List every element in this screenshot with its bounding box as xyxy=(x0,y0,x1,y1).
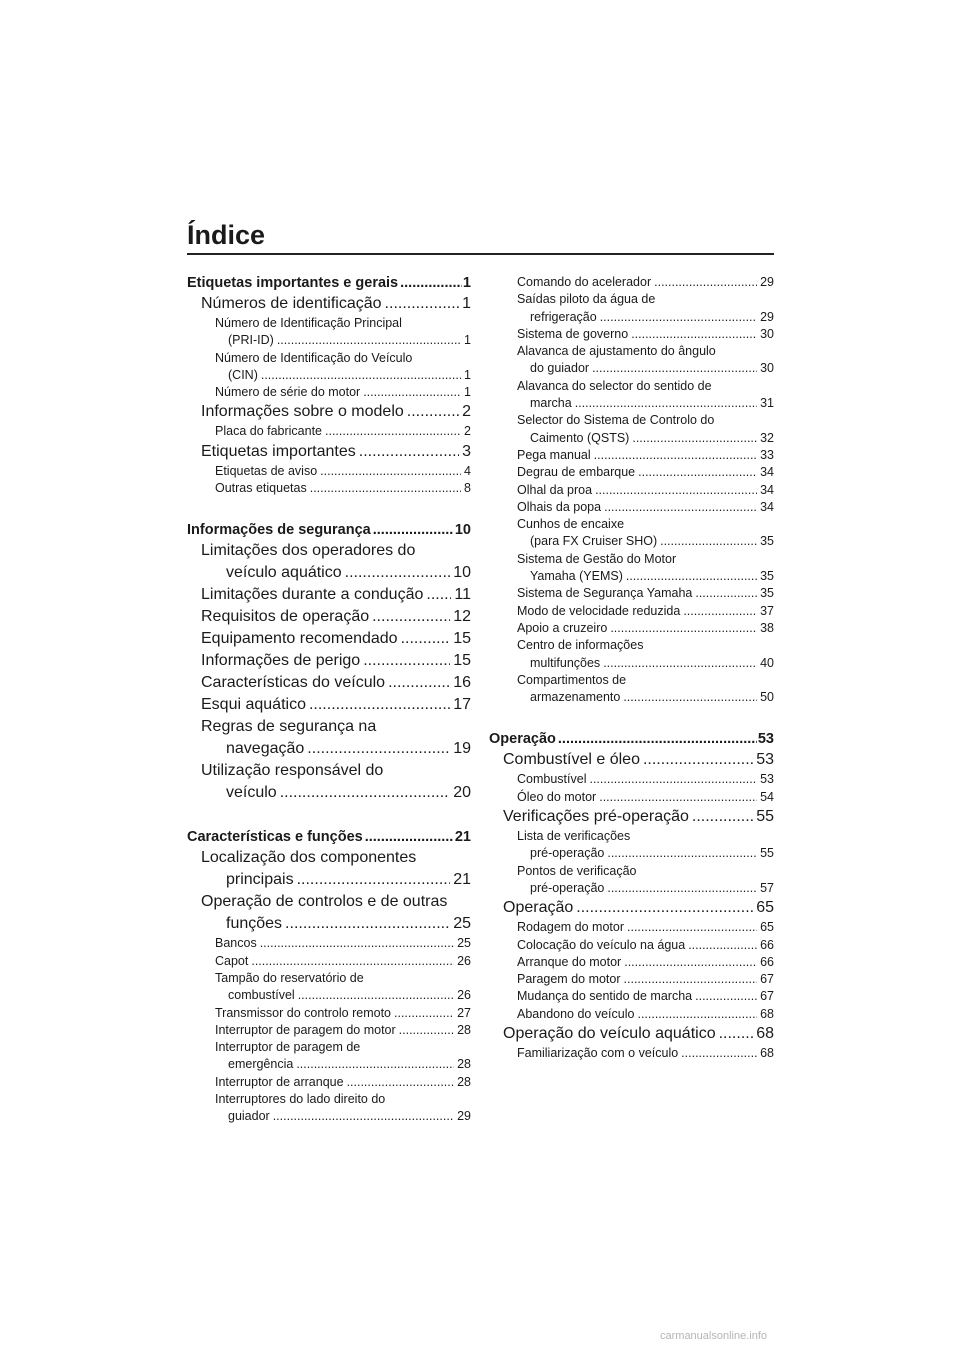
toc-page-number: 26 xyxy=(457,988,471,1003)
dot-leader xyxy=(695,988,757,1005)
dot-leader xyxy=(599,789,757,806)
dot-leader xyxy=(359,441,459,463)
toc-section[interactable] xyxy=(187,672,471,694)
toc-page-number: 53 xyxy=(760,772,774,787)
toc-subsection[interactable] xyxy=(187,463,471,480)
toc-entry-text: Mudança do sentido de marcha xyxy=(517,989,693,1004)
toc-subsection[interactable] xyxy=(489,863,774,898)
toc-entry-text: veículo aquático xyxy=(226,564,342,582)
dot-leader xyxy=(624,971,758,988)
toc-entry-text: Interruptor de paragem do motor xyxy=(215,1022,396,1037)
toc-section[interactable] xyxy=(187,891,471,935)
dot-leader xyxy=(576,897,753,919)
toc-subsection[interactable] xyxy=(489,412,774,447)
toc-entry-text: Operação do veículo aquático xyxy=(503,1024,716,1042)
toc-subsection[interactable] xyxy=(489,378,774,413)
section-gap xyxy=(187,804,471,828)
toc-section[interactable] xyxy=(187,293,471,315)
toc-page-number: 26 xyxy=(457,953,471,968)
toc-page-number: 38 xyxy=(760,620,774,635)
toc-subsection[interactable] xyxy=(489,343,774,378)
dot-leader xyxy=(688,937,757,954)
toc-page-number: 40 xyxy=(760,655,774,670)
toc-page-number: 55 xyxy=(760,846,774,861)
toc-entry-text: Olhal da proa xyxy=(517,482,593,497)
toc-page-number: 68 xyxy=(760,1006,774,1021)
toc-entry-text: Yamaha (YEMS) xyxy=(530,569,623,584)
toc-subsection[interactable] xyxy=(489,637,774,672)
dot-leader xyxy=(347,1074,455,1091)
toc-subsection[interactable] xyxy=(187,935,471,952)
toc-entry-text: Verificações pré-operação xyxy=(503,808,689,826)
toc-subsection[interactable] xyxy=(187,1074,471,1091)
toc-chapter[interactable] xyxy=(187,274,471,293)
dot-leader xyxy=(310,480,461,497)
dot-leader xyxy=(604,499,757,516)
toc-page-number: 53 xyxy=(756,751,774,769)
dot-leader xyxy=(260,935,454,952)
toc-subsection[interactable] xyxy=(187,970,471,1005)
toc-page-number: 67 xyxy=(760,972,774,987)
toc-page-number: 35 xyxy=(760,586,774,601)
toc-page-number: 25 xyxy=(453,915,471,933)
dot-leader xyxy=(558,730,757,749)
toc-page-number: 66 xyxy=(760,954,774,969)
toc-entry-text: Interruptor de arranque xyxy=(215,1074,344,1089)
toc-entry-text: Etiquetas importantes xyxy=(201,442,356,460)
toc-section[interactable] xyxy=(489,749,774,771)
toc-page-number: 54 xyxy=(760,789,774,804)
toc-page-number: 32 xyxy=(760,430,774,445)
dot-leader xyxy=(400,274,462,293)
toc-chapter[interactable] xyxy=(187,521,471,540)
toc-section[interactable] xyxy=(187,716,471,760)
toc-section[interactable] xyxy=(187,760,471,804)
dot-leader xyxy=(624,954,757,971)
watermark: carmanualsonline.info xyxy=(660,1330,768,1342)
dot-leader xyxy=(320,463,461,480)
dot-leader xyxy=(637,1006,757,1023)
toc-page-number: 16 xyxy=(453,674,471,692)
toc-entry-text: Centro de informações xyxy=(517,638,644,653)
toc-entry-text: refrigeração xyxy=(530,309,597,324)
toc-entry-text: Número de Identificação do Veículo xyxy=(215,350,413,365)
toc-section[interactable] xyxy=(187,694,471,716)
dot-leader xyxy=(261,367,461,384)
toc-entry-text: navegação xyxy=(226,740,305,758)
toc-entry-text: Transmissor do controlo remoto xyxy=(215,1005,391,1020)
toc-entry-text: principais xyxy=(226,871,294,889)
dot-leader xyxy=(372,606,450,628)
toc-entry-text: Tampão do reservatório de xyxy=(215,970,364,985)
toc-entry-text: Comando do acelerador xyxy=(517,275,652,289)
toc-entry-text: Paragem do motor xyxy=(517,972,621,987)
toc-page-number: 65 xyxy=(756,899,774,917)
dot-leader xyxy=(692,806,753,828)
toc-subsection[interactable] xyxy=(187,480,471,497)
toc-page-number: 34 xyxy=(760,499,774,514)
toc-subsection[interactable] xyxy=(187,953,471,970)
toc-entry-text: Informações sobre o modelo xyxy=(201,403,404,421)
dot-leader xyxy=(385,293,460,315)
toc-entry-text: Cunhos de encaixe xyxy=(517,517,625,532)
toc-entry-text: Requisitos de operação xyxy=(201,608,370,626)
dot-leader xyxy=(627,919,757,936)
toc-subsection[interactable] xyxy=(489,620,774,637)
dot-leader xyxy=(307,738,450,760)
toc-page-number: 1 xyxy=(464,333,471,348)
toc-page-number: 31 xyxy=(760,396,774,411)
dot-leader xyxy=(623,689,757,706)
toc-entry-text: armazenamento xyxy=(530,690,621,705)
toc-entry-text: Combustível e óleo xyxy=(503,751,640,769)
toc-page-number: 37 xyxy=(760,603,774,618)
toc-entry-text: Lista de verificações xyxy=(517,829,631,844)
toc-subsection[interactable] xyxy=(489,828,774,863)
toc-page-number: 67 xyxy=(760,989,774,1004)
toc-entry-text: (PRI-ID) xyxy=(228,333,274,348)
toc-entry-text: Pega manual xyxy=(517,447,591,462)
dot-leader xyxy=(681,1045,757,1062)
toc-page-number: 29 xyxy=(457,1109,471,1124)
toc-page-number: 28 xyxy=(457,1074,471,1089)
dot-leader xyxy=(325,423,461,440)
dot-leader xyxy=(607,845,757,862)
dot-leader xyxy=(363,650,450,672)
toc-subsection[interactable] xyxy=(187,315,471,350)
dot-leader xyxy=(273,1108,454,1125)
toc-subsection[interactable] xyxy=(489,499,774,516)
toc-column-right xyxy=(489,274,774,1062)
toc-chapter[interactable] xyxy=(187,828,471,847)
dot-leader xyxy=(298,987,454,1004)
toc-subsection[interactable] xyxy=(489,516,774,551)
toc-entry-text: Alavanca do selector do sentido de xyxy=(517,378,712,393)
dot-leader xyxy=(575,395,757,412)
toc-entry-text: Sistema de governo xyxy=(517,326,629,341)
toc-section[interactable] xyxy=(187,606,471,628)
toc-entry-text: Informações de perigo xyxy=(201,652,361,670)
section-gap xyxy=(187,497,471,521)
toc-subsection[interactable] xyxy=(489,771,774,788)
dot-leader xyxy=(309,694,450,716)
toc-page-number: 1 xyxy=(462,275,471,291)
toc-subsection[interactable] xyxy=(489,274,774,291)
dot-leader xyxy=(345,562,451,584)
dot-leader xyxy=(251,953,454,970)
dot-leader xyxy=(426,584,451,606)
dot-leader xyxy=(607,880,757,897)
toc-entry-text: Arranque do motor xyxy=(517,954,622,969)
toc-page-number: 50 xyxy=(760,690,774,705)
toc-page-number: 34 xyxy=(760,482,774,497)
toc-subsection[interactable] xyxy=(489,326,774,343)
section-gap xyxy=(489,706,774,730)
dot-leader xyxy=(594,447,757,464)
toc-section[interactable] xyxy=(187,441,471,463)
dot-leader xyxy=(277,332,461,349)
toc-entry-text: Familiarização com o veículo xyxy=(517,1045,679,1060)
toc-page-number: 15 xyxy=(453,630,471,648)
toc-section[interactable] xyxy=(489,897,774,919)
dot-leader xyxy=(365,828,454,847)
toc-entry-text: Placa do fabricante xyxy=(215,424,323,439)
toc-entry-text: funções xyxy=(226,915,283,933)
toc-subsection[interactable] xyxy=(489,291,774,326)
dot-leader xyxy=(589,771,757,788)
toc-entry-text: Limitações dos operadores do xyxy=(201,542,416,560)
toc-subsection[interactable] xyxy=(489,551,774,586)
toc-entry-text: pré-operação xyxy=(530,880,605,895)
toc-subsection[interactable] xyxy=(489,447,774,464)
toc-page-number: 25 xyxy=(457,936,471,951)
toc-section[interactable] xyxy=(187,540,471,584)
dot-leader xyxy=(638,464,757,481)
toc-subsection[interactable] xyxy=(187,1091,471,1126)
dot-leader xyxy=(643,749,753,771)
toc-page-number: 68 xyxy=(756,1024,774,1042)
toc-entry-text: emergência xyxy=(228,1057,294,1072)
toc-section[interactable] xyxy=(187,401,471,423)
toc-column-left xyxy=(187,274,471,1126)
toc-entry-text: Alavanca de ajustamento do ângulo xyxy=(517,344,716,359)
toc-entry-text: Informações de segurança xyxy=(187,522,371,539)
dot-leader xyxy=(600,309,757,326)
dot-leader xyxy=(407,401,459,423)
toc-subsection[interactable] xyxy=(489,971,774,988)
toc-entry-text: Limitações durante a condução xyxy=(201,586,424,604)
dot-leader xyxy=(603,655,757,672)
dot-leader xyxy=(363,384,461,401)
dot-leader xyxy=(719,1023,754,1045)
toc-page-number: 33 xyxy=(760,447,774,462)
toc-entry-text: Equipamento recomendado xyxy=(201,630,398,648)
toc-subsection[interactable] xyxy=(489,672,774,707)
toc-entry-text: Modo de velocidade reduzida xyxy=(517,603,681,618)
toc-chapter[interactable] xyxy=(489,730,774,749)
toc-page-number: 10 xyxy=(454,522,471,539)
toc-subsection[interactable] xyxy=(489,603,774,620)
toc-entry-text: Abandono do veículo xyxy=(517,1006,635,1021)
toc-entry-text: Olhais da popa xyxy=(517,499,602,514)
toc-entry-text: Selector do Sistema de Controlo do xyxy=(517,413,715,428)
dot-leader xyxy=(373,521,454,540)
dot-leader xyxy=(280,782,451,804)
toc-page-number: 28 xyxy=(457,1057,471,1072)
toc-entry-text: Localização dos componentes xyxy=(201,849,417,867)
toc-page-number: 8 xyxy=(464,481,471,496)
page-title: Índice xyxy=(187,220,266,250)
toc-entry-text: Operação xyxy=(503,899,574,917)
toc-entry-text: Interruptores do lado direito do xyxy=(215,1092,386,1107)
toc-section[interactable] xyxy=(489,806,774,828)
toc-page-number: 3 xyxy=(462,442,471,460)
toc-page-number: 2 xyxy=(462,403,471,421)
toc-page-number: 29 xyxy=(760,275,774,289)
toc-subsection[interactable] xyxy=(187,1005,471,1022)
toc-page-number: 17 xyxy=(453,696,471,714)
toc-entry-text: Números de identificação xyxy=(201,295,382,312)
toc-page-number: 30 xyxy=(760,326,774,341)
toc-entry-text: Operação xyxy=(489,731,556,748)
toc-page-number: 30 xyxy=(760,361,774,376)
toc-entry-text: Utilização responsável do xyxy=(201,762,384,780)
toc-section[interactable] xyxy=(489,1023,774,1045)
toc-page-number: 68 xyxy=(760,1045,774,1060)
toc-section[interactable] xyxy=(187,628,471,650)
toc-page-number: 35 xyxy=(760,534,774,549)
toc-entry-text: Operação de controlos e de outras xyxy=(201,893,448,911)
toc-entry-text: veículo xyxy=(226,784,277,802)
dot-leader xyxy=(296,1056,454,1073)
toc-subsection[interactable] xyxy=(489,1045,774,1062)
dot-leader xyxy=(631,326,757,343)
toc-page-number: 1 xyxy=(464,367,471,382)
dot-leader xyxy=(592,360,757,377)
toc-subsection[interactable] xyxy=(187,350,471,385)
toc-entry-text: (CIN) xyxy=(228,367,258,382)
toc-entry-text: Etiquetas importantes e gerais xyxy=(187,275,399,291)
toc-entry-text: Capot xyxy=(215,953,249,968)
toc-page-number: 20 xyxy=(453,784,471,802)
toc-page-number: 53 xyxy=(757,731,774,748)
toc-entry-text: Características do veículo xyxy=(201,674,386,692)
dot-leader xyxy=(399,1022,454,1039)
toc-page-number: 1 xyxy=(464,385,471,400)
toc-entry-text: Apoio a cruzeiro xyxy=(517,620,608,635)
toc-entry-text: Sistema de Gestão do Motor xyxy=(517,551,677,566)
toc-page-number: 28 xyxy=(457,1022,471,1037)
toc-subsection[interactable] xyxy=(187,423,471,440)
toc-subsection[interactable] xyxy=(489,919,774,936)
toc-page-number: 4 xyxy=(464,463,471,478)
toc-entry-text: (para FX Cruiser SHO) xyxy=(530,534,658,549)
toc-entry-text: Caimento (QSTS) xyxy=(530,430,630,445)
toc-entry-text: guiador xyxy=(228,1109,270,1124)
toc-page-number: 2 xyxy=(464,424,471,439)
dot-leader xyxy=(595,482,757,499)
dot-leader xyxy=(394,1005,454,1022)
toc-subsection[interactable] xyxy=(187,384,471,401)
toc-entry-text: Características e funções xyxy=(187,829,363,846)
toc-subsection[interactable] xyxy=(489,1006,774,1023)
toc-page-number: 34 xyxy=(760,465,774,480)
toc-subsection[interactable] xyxy=(489,988,774,1005)
toc-entry-text: Combustível xyxy=(517,772,587,787)
toc-entry-text: Número de série do motor xyxy=(215,385,361,400)
toc-entry-text: Regras de segurança na xyxy=(201,718,377,736)
toc-subsection[interactable] xyxy=(489,789,774,806)
toc-entry-text: Esqui aquático xyxy=(201,696,306,714)
toc-entry-text: Etiquetas de aviso xyxy=(215,463,318,478)
toc-entry-text: marcha xyxy=(530,396,572,411)
toc-entry-text: Bancos xyxy=(215,936,257,951)
dot-leader xyxy=(660,533,757,550)
toc-entry-text: Rodagem do motor xyxy=(517,920,625,935)
toc-page-number: 66 xyxy=(760,937,774,952)
toc-section[interactable] xyxy=(187,847,471,891)
toc-page-number: 11 xyxy=(454,586,471,604)
dot-leader xyxy=(654,274,757,291)
toc-page-number: 29 xyxy=(760,309,774,324)
toc-entry-text: do guiador xyxy=(530,361,590,376)
toc-entry-text: combustível xyxy=(228,988,295,1003)
dot-leader xyxy=(683,603,757,620)
toc-page-number: 1 xyxy=(462,295,471,312)
toc-subsection[interactable] xyxy=(489,954,774,971)
toc-subsection[interactable] xyxy=(187,1022,471,1039)
toc-subsection[interactable] xyxy=(489,937,774,954)
toc-entry-text: Degrau de embarque xyxy=(517,465,636,480)
toc-entry-text: Compartimentos de xyxy=(517,672,627,687)
toc-entry-text: pré-operação xyxy=(530,846,605,861)
toc-entry-text: Óleo do motor xyxy=(517,789,597,804)
toc-entry-text: Número de Identificação Principal xyxy=(215,316,402,330)
dot-leader xyxy=(610,620,757,637)
dot-leader xyxy=(297,869,451,891)
dot-leader xyxy=(285,913,450,935)
toc-page-number: 57 xyxy=(760,880,774,895)
dot-leader xyxy=(401,628,451,650)
toc-page-number: 21 xyxy=(454,829,471,846)
toc-entry-text: Sistema de Segurança Yamaha xyxy=(517,586,693,601)
dot-leader xyxy=(388,672,450,694)
toc-page-number: 55 xyxy=(756,808,774,826)
toc-page-number: 19 xyxy=(453,740,471,758)
toc-entry-text: Outras etiquetas xyxy=(215,481,307,496)
toc-entry-text: Saídas piloto da água de xyxy=(517,292,656,307)
toc-subsection[interactable] xyxy=(489,482,774,499)
toc-section[interactable] xyxy=(187,584,471,606)
toc-page-number: 21 xyxy=(453,871,471,889)
toc-section[interactable] xyxy=(187,650,471,672)
toc-subsection[interactable] xyxy=(489,585,774,602)
toc-page-number: 12 xyxy=(453,608,471,626)
toc-page-number: 15 xyxy=(453,652,471,670)
toc-entry-text: Interruptor de paragem de xyxy=(215,1040,361,1055)
dot-leader xyxy=(626,568,757,585)
toc-page-number: 35 xyxy=(760,569,774,584)
toc-subsection[interactable] xyxy=(187,1039,471,1074)
toc-entry-text: Colocação do veículo na água xyxy=(517,937,686,952)
toc-page-number: 27 xyxy=(457,1005,471,1020)
title-underline xyxy=(187,253,774,255)
dot-leader xyxy=(632,430,757,447)
dot-leader xyxy=(695,585,757,602)
toc-entry-text: multifunções xyxy=(530,655,601,670)
toc-page-number: 65 xyxy=(760,920,774,935)
toc-subsection[interactable] xyxy=(489,464,774,481)
toc-entry-text: Pontos de verificação xyxy=(517,863,637,878)
toc-page-number: 10 xyxy=(453,564,471,582)
